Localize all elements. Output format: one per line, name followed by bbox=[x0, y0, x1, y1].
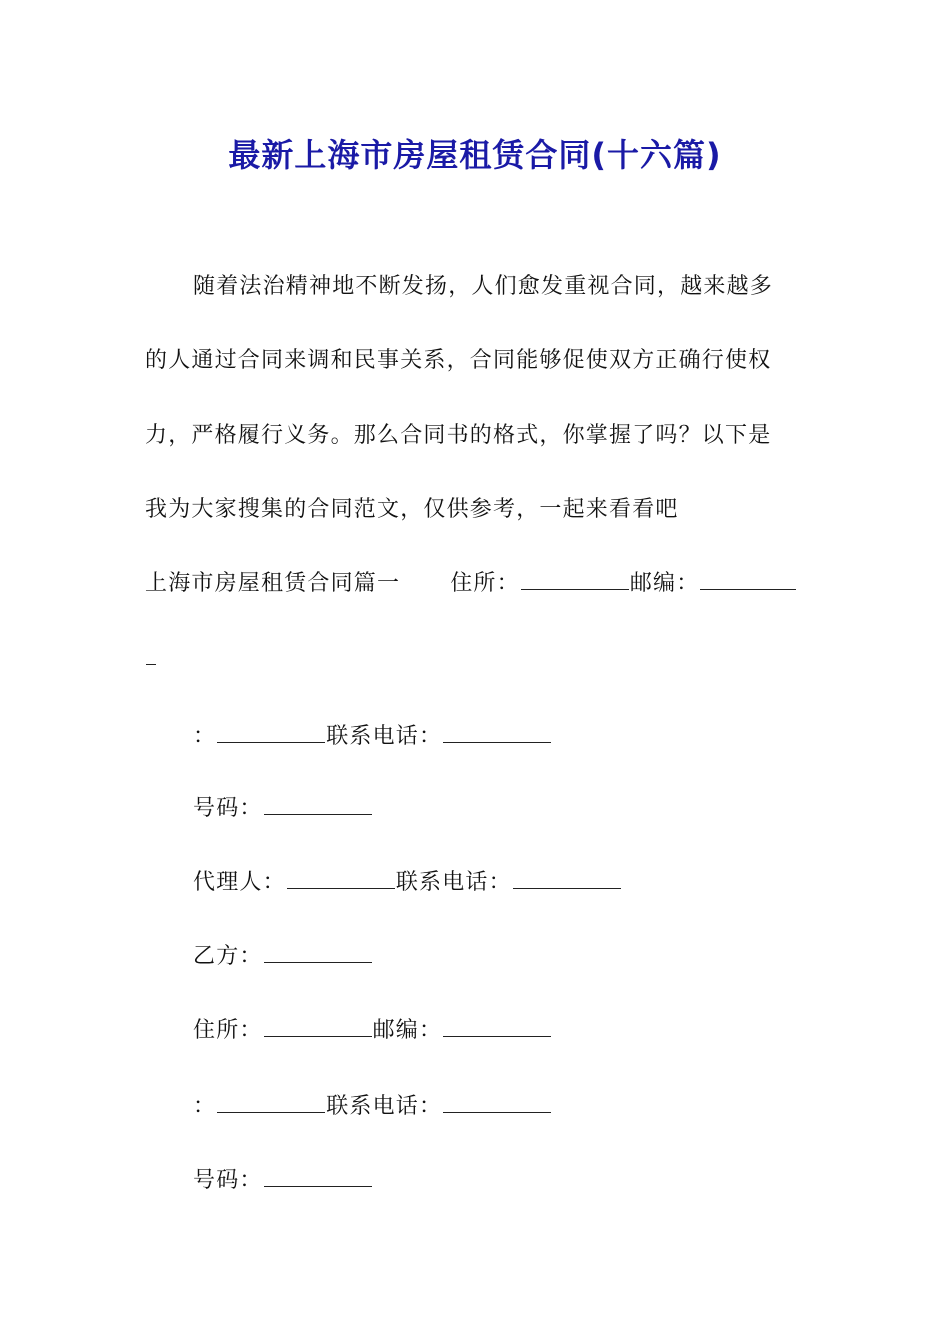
colon-label: ： bbox=[193, 724, 217, 749]
postcode-blank-b bbox=[443, 1018, 551, 1037]
phone-label: 联系电话： bbox=[326, 724, 443, 749]
overflow-blank-line bbox=[145, 644, 825, 674]
phone-label-b: 联系电话： bbox=[326, 1094, 443, 1119]
party-b-line bbox=[193, 942, 873, 972]
address-line-b bbox=[193, 1016, 873, 1046]
contact-line-b bbox=[193, 1092, 873, 1122]
agent-label: 代理人： bbox=[193, 870, 286, 895]
number-label-b: 号码： bbox=[193, 1168, 263, 1193]
number-line-a bbox=[193, 794, 873, 824]
postcode-label-b: 邮编： bbox=[372, 1018, 443, 1043]
section-heading-line bbox=[145, 569, 825, 599]
address-blank bbox=[521, 571, 629, 590]
intro-line-4: 我为大家搜集的合同范文，仅供参考，一起来看看吧 bbox=[145, 497, 679, 522]
intro-line-3: 力，严格履行义务。那么合同书的格式，你掌握了吗？以下是 bbox=[145, 423, 772, 448]
contact-line-a bbox=[193, 722, 873, 752]
section-heading: 上海市房屋租赁合同篇一 bbox=[145, 571, 401, 596]
agent-line bbox=[193, 868, 873, 898]
document-title: 最新上海市房屋租赁合同(十六篇) bbox=[228, 136, 722, 174]
address-label: 住所： bbox=[450, 571, 520, 596]
contact-blank-b bbox=[217, 1094, 325, 1113]
party-b-blank bbox=[264, 944, 372, 963]
contact-blank bbox=[217, 724, 325, 743]
intro-line-1: 随着法治精神地不断发扬，人们愈发重视合同，越来越多 bbox=[193, 274, 774, 299]
number-label: 号码： bbox=[193, 796, 263, 821]
party-b-label: 乙方： bbox=[193, 944, 263, 969]
postcode-label: 邮编： bbox=[629, 571, 700, 596]
number-line-b bbox=[193, 1166, 873, 1196]
agent-phone-label: 联系电话： bbox=[395, 870, 512, 895]
phone-blank bbox=[443, 724, 551, 743]
address-blank-b bbox=[264, 1018, 372, 1037]
postcode-blank-overflow bbox=[146, 646, 156, 665]
agent-blank bbox=[287, 870, 395, 889]
agent-phone-blank bbox=[513, 870, 621, 889]
intro-line-2: 的人通过合同来调和民事关系，合同能够促使双方正确行使权 bbox=[145, 348, 772, 373]
number-blank bbox=[264, 796, 372, 815]
colon-label-b: ： bbox=[193, 1094, 217, 1119]
phone-blank-b bbox=[443, 1094, 551, 1113]
postcode-blank bbox=[700, 571, 796, 590]
address-label-b: 住所： bbox=[193, 1018, 263, 1043]
number-blank-b bbox=[264, 1168, 372, 1187]
